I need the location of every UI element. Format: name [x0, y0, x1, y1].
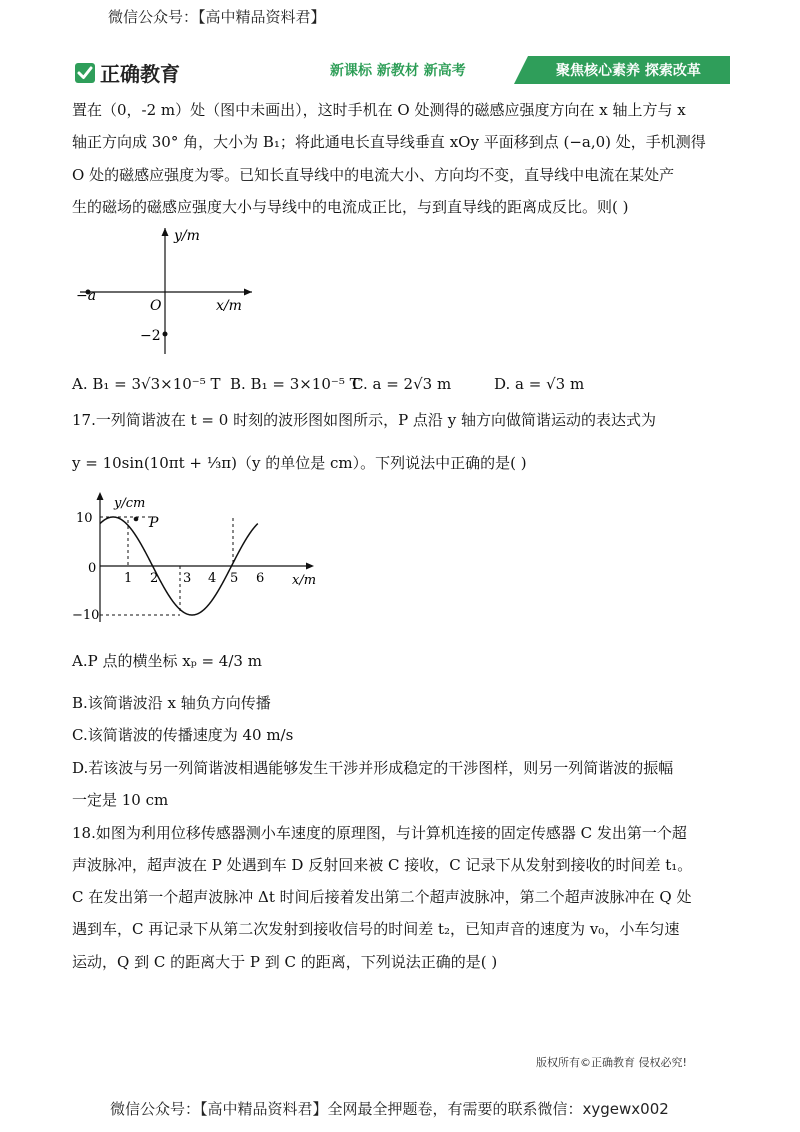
q17-point-p	[134, 517, 139, 522]
q17-option-d-line-1: D.若该波与另一列简谐波相遇能够发生干涉并形成稳定的干涉图样，则另一列简谐波的振幅	[72, 759, 674, 777]
q16-option-d: D. a = √3 m	[494, 375, 585, 393]
q16-line-2: 轴正方向成 30° 角，大小为 B₁；将此通电长直导线垂直 xOy 平面移到点 (−a,0) 处，手机测得	[72, 133, 706, 151]
q17-y-tick-neg10: −10	[72, 608, 100, 623]
q17-option-a: A.P 点的横坐标 xₚ = 4/3 m	[72, 652, 262, 670]
q17-x-arrow	[306, 563, 314, 570]
q17-p-label: P	[149, 515, 159, 531]
q16-point-neg-2	[163, 332, 168, 337]
q17-y-arrow	[97, 492, 104, 500]
q18-line-2: 声波脉冲，超声波在 P 处遇到车 D 反射回来被 C 接收，C 记录下从发射到接收的时间差 t₁。	[72, 856, 693, 874]
q18-line-5: 运动，Q 到 C 的距离大于 P 到 C 的距离，下列说法正确的是( )	[72, 953, 498, 971]
header-banner-text: 聚焦核心素养 探索改革	[556, 63, 701, 79]
q17-y-tick-10: 10	[76, 511, 93, 526]
brand-logo	[74, 58, 180, 87]
q16-neg-a-label: −a	[76, 288, 97, 304]
q17-wave-figure	[70, 486, 330, 626]
q18-line-3: C 在发出第一个超声波脉冲 Δt 时间后接着发出第二个超声波脉冲，第二个超声波脉冲在 Q 处	[72, 888, 692, 906]
q17-y-label: y/cm	[114, 496, 146, 511]
q17-option-d-line-2: 一定是 10 cm	[72, 791, 169, 809]
q18-line-1: 18.如图为利用位移传感器测小车速度的原理图，与计算机连接的固定传感器 C 发出第一个超	[72, 824, 687, 842]
header-slogan: 新课标 新教材 新高考	[330, 63, 466, 79]
footer-wechat: 微信公众号：【高中精品资料君】全网最全押题卷，有需要的联系微信：xygewx002	[110, 1100, 669, 1118]
q17-x-tick-1: 1	[124, 571, 133, 586]
q16-neg-2-label: −2	[140, 328, 161, 344]
q17-option-c: C.该简谐波的传播速度为 40 m/s	[72, 726, 294, 744]
q16-x-arrow	[244, 289, 252, 296]
q17-x-tick-3: 3	[183, 571, 192, 586]
q17-x-tick-2: 2	[150, 571, 159, 586]
q17-option-b: B.该简谐波沿 x 轴负方向传播	[72, 694, 271, 712]
brand-name: 正确教育	[100, 62, 180, 86]
q17-x-tick-5: 5	[230, 571, 239, 586]
check-icon	[74, 62, 96, 84]
q17-y-tick-0: 0	[88, 561, 97, 576]
q16-line-3: O 处的磁感应强度为零。已知长直导线中的电流大小、方向均不变，直导线中电流在某处产	[72, 166, 675, 184]
q18-line-4: 遇到车，C 再记录下从第二次发射到接收信号的时间差 t₂，已知声音的速度为 v₀，小车匀速	[72, 920, 680, 938]
q16-x-label: x/m	[216, 298, 242, 314]
q16-option-c: C. a = 2√3 m	[352, 375, 452, 393]
q16-y-arrow	[162, 228, 169, 236]
header-wechat: 微信公众号：【高中精品资料君】	[108, 8, 326, 26]
q16-coordinate-figure	[70, 222, 260, 362]
q16-option-a: A. B₁ = 3√3×10⁻⁵ T	[72, 375, 221, 393]
q17-x-tick-6: 6	[256, 571, 265, 586]
q17-stem-line-1: 17.一列简谐波在 t = 0 时刻的波形图如图所示，P 点沿 y 轴方向做简谐运动的表达式为	[72, 411, 656, 429]
q16-y-label: y/m	[174, 228, 200, 244]
q17-x-tick-4: 4	[208, 571, 217, 586]
q17-x-label: x/m	[292, 573, 317, 588]
q16-line-4: 生的磁场的磁感应强度大小与导线中的电流成正比，与到直导线的距离成反比。则( )	[72, 198, 629, 216]
q16-line-1: 置在（0，-2 m）处（图中未画出），这时手机在 O 处测得的磁感应强度方向在 x 轴上方与 x	[72, 101, 686, 119]
q17-stem-line-2: y = 10sin(10πt + ⅓π)（y 的单位是 cm）。下列说法中正确的是( )	[72, 454, 527, 472]
copyright-notice: 版权所有©正确教育 侵权必究!	[536, 1056, 687, 1069]
q16-origin-label: O	[150, 298, 162, 314]
q16-option-b: B. B₁ = 3×10⁻⁵ T	[230, 375, 360, 393]
